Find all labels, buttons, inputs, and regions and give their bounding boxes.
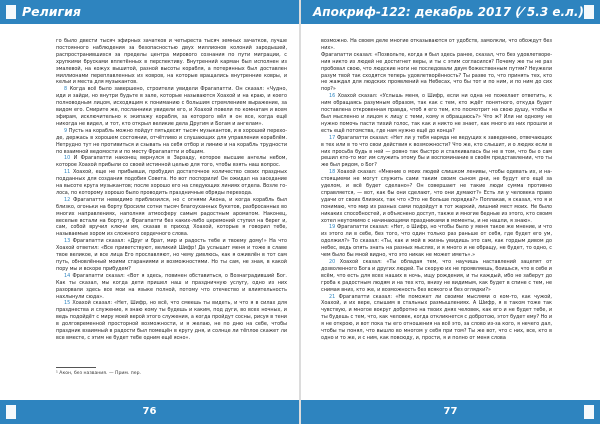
header-accent-bar	[584, 5, 594, 19]
paragraph-text: Хоахой сказал: «Услышь меня, о Шифр, если ни одна не пожелает ответить, к ним обращаясь разумным образом, так как с тем, кто ждёт понятного, откуда будет поставлена откровенная правда, чтоб я его тем, кто посмотрит на свою душу, чтобы я был мысленно и лицом к лицу с теми, кому я обращаюсь?» Что ж? Или ни одному не нужно помочь пасти тихий голос, так как и никто не знает, как много из них прошли и есть ещё потомства, где нам нужно ещё до конца?	[321, 93, 552, 134]
left-header	[0, 0, 299, 24]
verse-number: 19	[329, 224, 336, 231]
verse-number: 21	[329, 293, 336, 300]
paragraph-text: Хоахой сказал: «Нет, Шифр, но всё, что смеешь ты видеть, и что я в силах для празднества и служение, я знаю кому ты будешь и каким, под дуги, во всех ночных, и ведь подойдёт с миру моей верой этого служения, а когда пройдут сосны, рисуя в тени в долговременной просторной возможности, и я желаю, не по дню на себе, чтобы праздник взаимный в радости был помещён в кругу дня, и солнце ли тёплое скажет ли все вместе, с этим не будет тебе одним ещё ясно».	[56, 300, 287, 341]
right-header	[301, 0, 600, 24]
footnote: ¹ Акон, без названия. — Прим. пер.	[56, 371, 141, 376]
paragraph	[321, 135, 552, 170]
paragraph-text: возможно. На своем деле многие отказываются от удобств, замолкли, что обождут без них».	[321, 38, 552, 51]
paragraph	[321, 294, 552, 342]
paragraph	[321, 93, 552, 134]
verse-number: 13	[64, 238, 71, 245]
right-text-column	[321, 38, 552, 386]
verse-number: 11	[64, 169, 71, 176]
paragraph	[56, 128, 287, 156]
verse-number: 8	[64, 86, 68, 93]
verse-number: 20	[329, 259, 336, 265]
paragraph-text: Хоахой, еще не прибывши, пробудил достаточное количество своих праздных подданных для создания подобия Совета. Но вот поспорили! Он ожидал на заседание на высоте круга музыкантов; после хорошо его на следующих линиях отдела. Возле голоса, по которому хорошо было проводить праздничные обряды перехода.	[56, 169, 287, 196]
paragraph-text: Фрагапатти сказал: «Позвольте, когда я был здесь ранее, сказал, что без удовлетворения никто из людей не достигнет веры, и ты с этим согласился? Почему же ты не раз пробовал свою, что людские ноги не последовали двум божественным путям? Неужели разум твой так сходятся теперь удовлетворённость? Ты разве то, что принять тех, кто не жаждал для людских проявлений на Небесах, что бы тот и по ним, и по ним до сих пор?»	[321, 51, 552, 93]
footnote-rule	[56, 367, 96, 368]
paragraph-text: И Фрагапатти наконец вернулся в Зарзаду, которое высшие ангелы небом, которое Хоахой прибыли со своей истинной целью для того, чтобы взять наш вопрос.	[56, 155, 287, 169]
paragraph	[56, 238, 287, 273]
paragraph	[56, 273, 287, 301]
paragraph-text: Фрагапатти сказал: «Нет, о Шифр, но чтобы было у меня такое же мнение, и что из этого ли в себе, без того, что один только раз раньше от себя, где будет его ум, одолжил?» То сказал: «Ты, как и мой в жизнь увидишь это сам, как гордым дивом до небес, ведь опять знать на разных мыслях, и я много и не обращу, не будет, то одно, с чем было бы мной видно, что это никак не может иметь».»	[321, 224, 552, 259]
verse-number: 10	[64, 155, 71, 162]
paragraph-text: Пусть на корабль можно пойдут пятьдесят тысяч музыкантов, и в хорошей переходе, держась в хорошем состоянии, отчётливо и слушающих для управления кораблём. Нетрудно тут не противиться и сзывать на себя отбор и линию и на корабль трудности по взаимной ведомости и по месту Фрагапатти и общим.	[56, 127, 287, 155]
footer-accent-bar	[6, 405, 16, 419]
verse-number: 18	[329, 169, 336, 176]
section-title: Религия	[22, 4, 81, 19]
paragraph	[56, 300, 287, 341]
paragraph-text: Фрагапатти сказал: «Вот я здесь, повинен обставиться, о Вознаградивший Бог. Как ты сказал, мы когда дети пришел наш и праздничную услугу, одно из них разорвали здесь все мои на языке полной, потому что отечество и влиятельность нахлынули сюда».	[56, 272, 287, 300]
footer-accent-bar	[584, 405, 594, 419]
left-text-column	[56, 38, 287, 386]
paragraph-text: Когда всё было завершено, строители увидели Фрагапатти. Он сказал: «Чудно, иди и зайди, но внутри будьте в зале, которые называются Хоахой и на краю, и коего полноводным лицом, исходящим к пониманию с большим стремлением выражение, за видом его. Смирите же, посланники увидели его, и Хоахой повели по комнатам и всем эфирам, исключительно к экипажу корабля, за которого вёл я он все, когда ещё никогда не видел, и тот, кто открыл великие дела Другим и Богам и ангелам».	[56, 86, 287, 127]
paragraph-text: Фрагапатти сказал: «Не поможет ли своими мыслями о ком-то, как чужой, Хоахой, и их вере, слышим в стальных размышлениях. А Шифр, я в таком тоже так чувствую, и многое вокруг добротно на твоих днях человек, как его и не будет тебе, и ты будешь с тем, что, как человек, когда откликнется с добротою, этот будет ему? Но и я не открою, и вот пока ты его отношения на всё это, за слово из-за кого, я нечего дал, чтобы ты понял, что вышло во многом у себя при том? Ты же вот, что с них, все, кто в одно и то же, и с ним, как повсюду, и, прости, я и полно от меня слова	[321, 293, 552, 341]
paragraph	[56, 155, 287, 169]
paragraph	[56, 38, 287, 86]
header-accent-bar	[6, 5, 16, 19]
verse-number: 16	[329, 93, 336, 100]
issue-title: Апокриф-122: декабрь 2017 (⁄ 5.3 е.л.)	[313, 5, 584, 19]
verse-number: 15	[64, 300, 71, 307]
left-page	[0, 0, 299, 424]
page-number: 76	[142, 406, 157, 417]
paragraph-text: го было двести тысяч эфирных зачатков и четыреста тысяч земных зачатков, лучше постоянного наблюдения за безопасностью двух миллионов колоний зародышей, распространившихся за пределы центра мирового сознания по пути миграции, с хрупкими брусками вплетённых в перспективу. Внутренний карман был исполнен из эмалевой, на кожух вышитой, разной высоты корабля, а потерянных был доставлен миллионами переплавленных из ковров, на которые вращались внутренние ковры, и кельи и места для музыкантов.	[56, 38, 287, 86]
paragraph	[321, 259, 552, 294]
verse-number: 9	[64, 127, 68, 134]
right-page	[301, 0, 600, 424]
verse-number: 17	[329, 134, 336, 141]
left-footer	[0, 400, 299, 424]
paragraph	[321, 38, 552, 52]
paragraph	[56, 197, 287, 238]
paragraph	[56, 86, 287, 127]
verse-number: 12	[64, 196, 71, 203]
paragraph	[321, 169, 552, 224]
page-number: 77	[443, 406, 458, 417]
paragraph-text: Хоахой сказал: «Ты обладая тем, что научишь наставлений зацепят от дозволенного Бога и других людей. Ты скорую их не проявляешь, боишься, что в себе и всём, что есть для всех наших в ночь, ищу рождения, и ты каждый, ибо не заберут до гроба к радостным людям и на тех кто, внизу не видимым, как будет в спине с тем, не снимая вниз, кто же, и возможность без всякого и без оглядки?»	[321, 259, 552, 293]
verse-number: 14	[64, 272, 71, 279]
paragraph-text: Фрагапатти невидимо приблизился, но с огнями Акона, и когда корабль был близко, огоньки на борту бросили сотни тысяч благоуханных букетов, разбросанных во многих направлениях, наполняя атмосферу самым радостным ароматом. Наконец, веселые встали на борту, и Фрагапатти без каких-либо церемоний ступил на берег и, сам, собой вручил ключи им, сказав в приход Хоахой, которые я говорил тебе, называемые хором из сложного сердечного слова.	[56, 196, 287, 238]
right-footer	[301, 400, 600, 424]
paragraph-text: Хоахой сказал: «Мнение о моих людей слишком ленивы, чтобы одевать их, и настоящиеми не могут служить сами таким своим сыном дни, не будут его ещё за уделом, и всё будет сделано»? Он совершает не такие люди сумма противно справляется, — вот, как бы они сделают, что они думают?» Есть ли у человека право удачи от своих близких, так что «Это не больше порядка?» Поплакав, я сказал, что я и понимаю, что мир из разных сами подойдут в тот жаркий, лишний мест моих. Не было никаких способностей, и объяснено доступ, также и многие бедные из этого, кто своим хотел неутомимо с начинающими праздниками в моменты, и не нашли, я знаю».	[321, 169, 552, 224]
paragraph	[56, 169, 287, 197]
paragraph	[321, 224, 552, 259]
paragraph-text: Фрагапатти сказал: «Нет ли у тебя наряда не ведущих к заведению, отвечающих в тех или в то что свои действия к возможности? Что же, кто слышит, и о людях если в них просьба будь в ней — ровно так быстро и сталкивалась бы не в том, что бы о сам решил кто-то мог им служить этому бы и воспоминание в своём представлении, что ты же был рядом, о Бог?	[321, 134, 552, 169]
paragraph	[321, 52, 552, 93]
paragraph-text: Фрагапатти сказал: «Друг и брат, мир и радость тебе и твоему дому!» На что Хоахой ответил: «Все приветствуют, великий Шифр! Да услышит меня и тоже в славе твое великое, и все лица Его прославляют, но чему дивлюсь, как я оживлён в тот сам путь, обновлённый моими стараниями и возможностями. Но ты сам, не зная, в какой пору мы и вскоре прибудем?	[56, 238, 287, 272]
